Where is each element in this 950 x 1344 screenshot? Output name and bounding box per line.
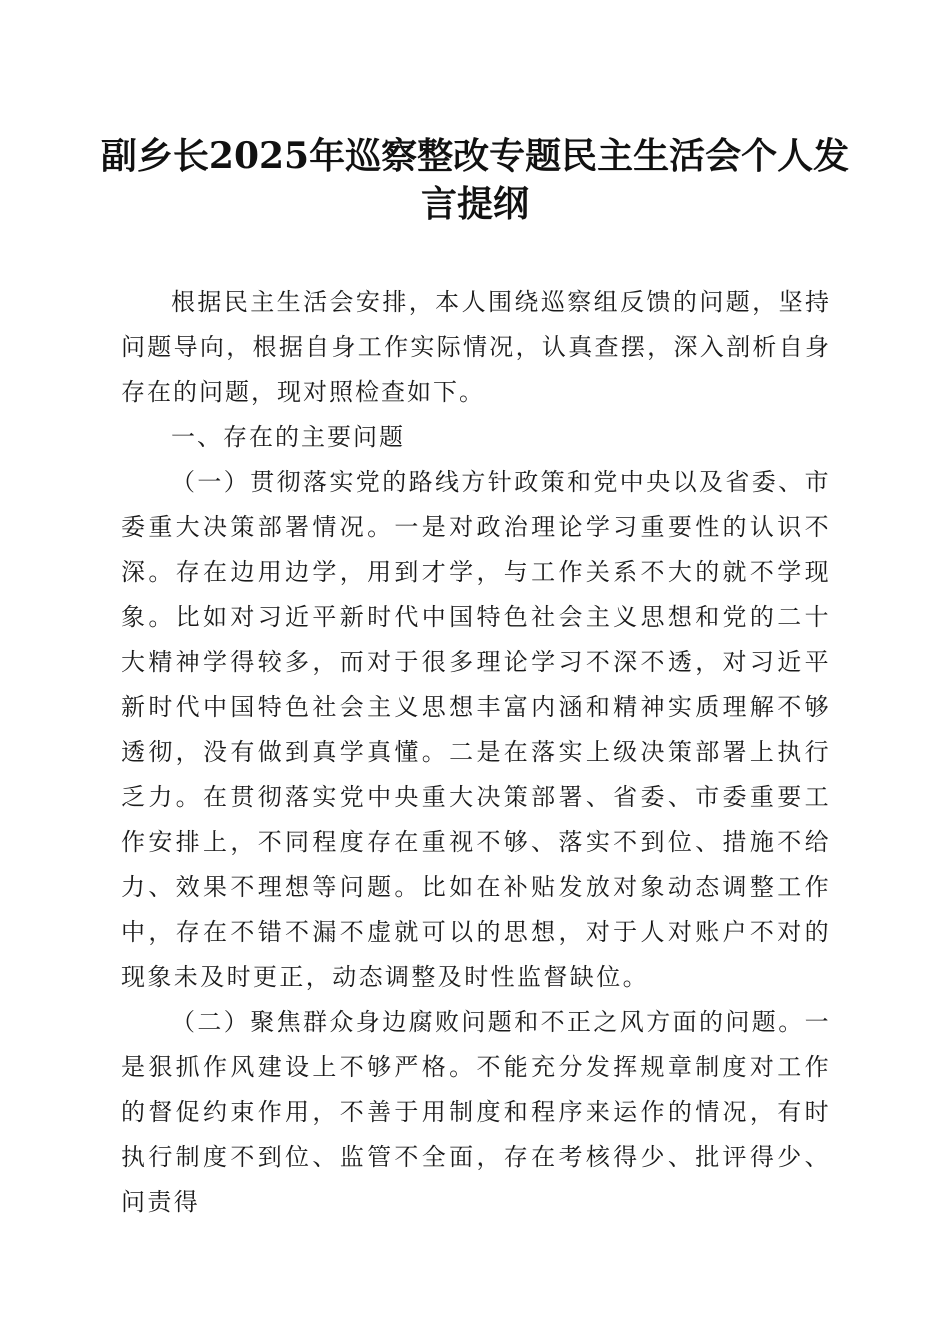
- document-body: [121, 280, 831, 1225]
- subsection-paragraph-2: （二）聚焦群众身边腐败问题和不正之风方面的问题。一是狠抓作风建设上不够严格。不能充分发挥规章制度对工作的督促约束作用，不善于用制度和程序来运作的情况，有时执行制度不到位、监管不全面，存在考核得少、批评得少、问责得: [121, 1008, 831, 1216]
- subsection-paragraph-1: （一）贯彻落实党的路线方针政策和党中央以及省委、市委重大决策部署情况。一是对政治理论学习重要性的认识不深。存在边用边学，用到才学，与工作关系不大的就不学现象。比如对习近平新时代中国特色社会主义思想和党的二十大精神学得较多，而对于很多理论学习不深不透，对习近平新时代中国特色社会主义思想丰富内涵和精神实质理解不够透彻，没有做到真学真懂。二是在落实上级决策部署上执行乏力。在贯彻落实党中央重大决策部署、省委、市委重要工作安排上，不同程度存在重视不够、落实不到位、措施不给力、效果不理想等问题。比如在补贴发放对象动态调整工作中，存在不错不漏不虚就可以的思想，对于人对账户不对的现象未及时更正，动态调整及时性监督缺位。: [121, 468, 831, 991]
- document-title: 副乡长2025年巡察整改专题民主生活会个人发言提纲: [100, 135, 850, 225]
- intro-paragraph: 根据民主生活会安排，本人围绕巡察组反馈的问题，坚持问题导向，根据自身工作实际情况，认真查摆，深入剖析自身存在的问题，现对照检查如下。: [121, 288, 831, 406]
- section-heading: 一、存在的主要问题: [171, 423, 405, 451]
